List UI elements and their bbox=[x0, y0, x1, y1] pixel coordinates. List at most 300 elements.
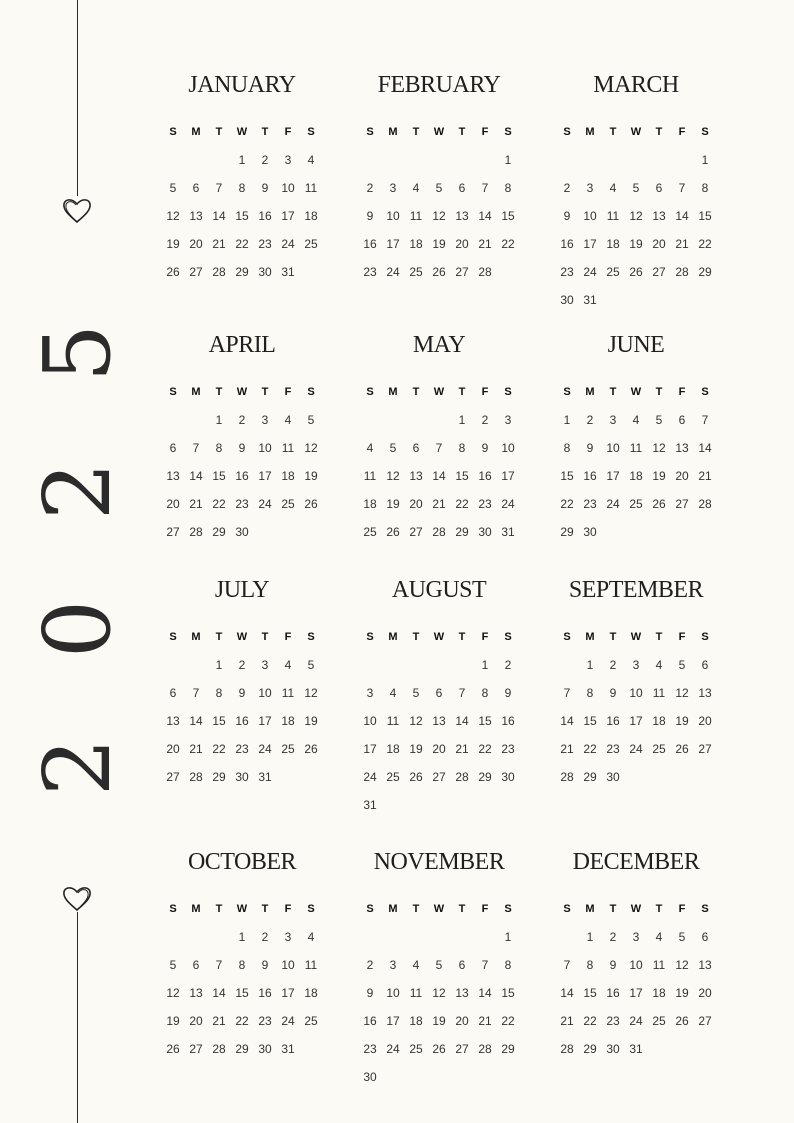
day-cell: 12 bbox=[166, 986, 180, 1000]
weekday-label: M bbox=[388, 386, 398, 398]
day-cell: 12 bbox=[432, 209, 446, 223]
day-cell: 27 bbox=[189, 265, 203, 279]
day-cell: 2 bbox=[481, 413, 489, 427]
day-cell: 16 bbox=[235, 469, 249, 483]
day-cell: 1 bbox=[586, 930, 594, 944]
day-cell: 25 bbox=[363, 525, 377, 539]
day-cell: 11 bbox=[652, 686, 666, 700]
day-cell: 29 bbox=[235, 1042, 249, 1056]
day-cell: 29 bbox=[478, 770, 492, 784]
day-cell: 17 bbox=[281, 209, 295, 223]
day-cell: 8 bbox=[458, 441, 466, 455]
day-cell: 11 bbox=[304, 181, 318, 195]
day-cell: 2 bbox=[563, 181, 571, 195]
day-cell: 17 bbox=[386, 237, 400, 251]
day-cell: 18 bbox=[304, 209, 318, 223]
day-cell: 18 bbox=[409, 237, 423, 251]
day-cell: 31 bbox=[281, 265, 295, 279]
weekday-label: S bbox=[701, 631, 709, 643]
weekday-label: F bbox=[284, 903, 292, 915]
day-cell: 9 bbox=[504, 686, 512, 700]
day-cell: 25 bbox=[281, 742, 295, 756]
day-cell: 25 bbox=[304, 1014, 318, 1028]
day-cell: 22 bbox=[501, 1014, 515, 1028]
day-cell: 5 bbox=[435, 181, 443, 195]
day-cell: 5 bbox=[412, 686, 420, 700]
day-cell: 3 bbox=[284, 930, 292, 944]
decorative-string-bottom bbox=[77, 912, 78, 1123]
day-cell: 10 bbox=[281, 181, 295, 195]
weekday-label: F bbox=[284, 631, 292, 643]
day-cell: 6 bbox=[458, 181, 466, 195]
day-cell: 19 bbox=[432, 1014, 446, 1028]
day-cell: 1 bbox=[238, 930, 246, 944]
month-name: MAY bbox=[412, 332, 466, 358]
weekday-label: S bbox=[504, 386, 512, 398]
day-cell: 21 bbox=[212, 1014, 226, 1028]
weekday-label: F bbox=[481, 903, 489, 915]
weekday-label: T bbox=[412, 903, 420, 915]
day-cell: 18 bbox=[652, 986, 666, 1000]
weekday-label: W bbox=[236, 126, 248, 138]
weekday-label: S bbox=[701, 903, 709, 915]
day-cell: 30 bbox=[606, 770, 620, 784]
day-cell: 23 bbox=[560, 265, 574, 279]
day-cell: 13 bbox=[652, 209, 666, 223]
day-cell: 7 bbox=[563, 686, 571, 700]
day-cell: 23 bbox=[606, 1014, 620, 1028]
weekday-label: T bbox=[655, 903, 663, 915]
day-cell: 28 bbox=[560, 770, 574, 784]
weekday-label: M bbox=[191, 903, 201, 915]
day-cell: 30 bbox=[560, 293, 574, 307]
month-name: NOVEMBER bbox=[373, 849, 505, 875]
month-name: JUNE bbox=[607, 332, 665, 358]
day-cell: 11 bbox=[409, 209, 423, 223]
day-cell: 12 bbox=[432, 986, 446, 1000]
weekday-label: M bbox=[191, 126, 201, 138]
month-name: FEBRUARY bbox=[377, 72, 501, 98]
day-cell: 10 bbox=[258, 686, 272, 700]
day-cell: 7 bbox=[701, 413, 709, 427]
day-cell: 18 bbox=[304, 986, 318, 1000]
day-cell: 20 bbox=[189, 237, 203, 251]
day-cell: 26 bbox=[166, 265, 180, 279]
day-cell: 22 bbox=[212, 742, 226, 756]
day-cell: 3 bbox=[609, 413, 617, 427]
day-cell: 18 bbox=[386, 742, 400, 756]
month-name: MARCH bbox=[593, 72, 679, 98]
day-cell: 6 bbox=[458, 958, 466, 972]
day-cell: 27 bbox=[432, 770, 446, 784]
weekday-label: M bbox=[191, 631, 201, 643]
day-cell: 12 bbox=[629, 209, 643, 223]
day-cell: 12 bbox=[652, 441, 666, 455]
day-cell: 28 bbox=[189, 525, 203, 539]
day-cell: 26 bbox=[166, 1042, 180, 1056]
day-cell: 28 bbox=[455, 770, 469, 784]
day-cell: 1 bbox=[586, 658, 594, 672]
day-cell: 13 bbox=[432, 714, 446, 728]
day-cell: 8 bbox=[586, 686, 594, 700]
decorative-string-top bbox=[77, 0, 78, 196]
weekday-label: T bbox=[609, 631, 617, 643]
day-cell: 16 bbox=[363, 1014, 377, 1028]
day-cell: 2 bbox=[261, 153, 269, 167]
day-cell: 11 bbox=[652, 958, 666, 972]
day-cell: 23 bbox=[235, 742, 249, 756]
day-cell: 23 bbox=[235, 497, 249, 511]
day-cell: 22 bbox=[235, 237, 249, 251]
day-cell: 8 bbox=[215, 686, 223, 700]
day-cell: 10 bbox=[258, 441, 272, 455]
weekday-label: T bbox=[655, 126, 663, 138]
day-cell: 6 bbox=[678, 413, 686, 427]
day-cell: 23 bbox=[363, 1042, 377, 1056]
day-cell: 30 bbox=[258, 1042, 272, 1056]
day-cell: 15 bbox=[501, 986, 515, 1000]
day-cell: 3 bbox=[261, 413, 269, 427]
day-cell: 21 bbox=[698, 469, 712, 483]
weekday-label: M bbox=[388, 903, 398, 915]
year-digit: 5 bbox=[24, 323, 131, 383]
day-cell: 7 bbox=[563, 958, 571, 972]
day-cell: 8 bbox=[701, 181, 709, 195]
year-digit: 0 bbox=[24, 599, 131, 659]
day-cell: 2 bbox=[609, 930, 617, 944]
day-cell: 12 bbox=[409, 714, 423, 728]
day-cell: 13 bbox=[698, 958, 712, 972]
day-cell: 31 bbox=[501, 525, 515, 539]
day-cell: 4 bbox=[412, 958, 420, 972]
day-cell: 11 bbox=[281, 441, 295, 455]
weekday-label: T bbox=[412, 126, 420, 138]
day-cell: 21 bbox=[560, 742, 574, 756]
weekday-label: S bbox=[169, 126, 177, 138]
day-cell: 9 bbox=[586, 441, 594, 455]
weekday-label: T bbox=[458, 386, 466, 398]
day-cell: 26 bbox=[304, 742, 318, 756]
weekday-label: T bbox=[261, 631, 269, 643]
weekday-label: S bbox=[563, 126, 571, 138]
day-cell: 26 bbox=[432, 1042, 446, 1056]
day-cell: 9 bbox=[261, 958, 269, 972]
day-cell: 27 bbox=[675, 497, 689, 511]
day-cell: 27 bbox=[698, 1014, 712, 1028]
weekday-label: T bbox=[655, 386, 663, 398]
day-cell: 7 bbox=[678, 181, 686, 195]
day-cell: 29 bbox=[698, 265, 712, 279]
day-cell: 30 bbox=[235, 525, 249, 539]
day-cell: 11 bbox=[409, 986, 423, 1000]
heart-icon bbox=[61, 882, 93, 914]
day-cell: 24 bbox=[281, 1014, 295, 1028]
day-cell: 21 bbox=[455, 742, 469, 756]
day-cell: 23 bbox=[501, 742, 515, 756]
day-cell: 2 bbox=[238, 413, 246, 427]
day-cell: 7 bbox=[215, 181, 223, 195]
day-cell: 18 bbox=[606, 237, 620, 251]
day-cell: 19 bbox=[432, 237, 446, 251]
day-cell: 9 bbox=[238, 686, 246, 700]
day-cell: 5 bbox=[632, 181, 640, 195]
month-name: DECEMBER bbox=[572, 849, 700, 875]
day-cell: 20 bbox=[166, 742, 180, 756]
day-cell: 7 bbox=[435, 441, 443, 455]
year-title bbox=[24, 315, 131, 805]
day-cell: 22 bbox=[560, 497, 574, 511]
day-cell: 27 bbox=[698, 742, 712, 756]
day-cell: 15 bbox=[583, 714, 597, 728]
day-cell: 13 bbox=[698, 686, 712, 700]
day-cell: 7 bbox=[481, 181, 489, 195]
day-cell: 4 bbox=[412, 181, 420, 195]
day-cell: 13 bbox=[166, 469, 180, 483]
day-cell: 28 bbox=[432, 525, 446, 539]
day-cell: 23 bbox=[583, 497, 597, 511]
weekday-label: T bbox=[215, 126, 223, 138]
day-cell: 31 bbox=[281, 1042, 295, 1056]
day-cell: 13 bbox=[166, 714, 180, 728]
day-cell: 2 bbox=[609, 658, 617, 672]
day-cell: 23 bbox=[478, 497, 492, 511]
day-cell: 21 bbox=[189, 742, 203, 756]
weekday-label: F bbox=[284, 386, 292, 398]
weekday-label: T bbox=[655, 631, 663, 643]
day-cell: 4 bbox=[366, 441, 374, 455]
day-cell: 19 bbox=[386, 497, 400, 511]
day-cell: 9 bbox=[261, 181, 269, 195]
day-cell: 10 bbox=[501, 441, 515, 455]
weekday-label: M bbox=[388, 126, 398, 138]
day-cell: 14 bbox=[189, 469, 203, 483]
day-cell: 18 bbox=[629, 469, 643, 483]
day-cell: 29 bbox=[583, 1042, 597, 1056]
day-cell: 20 bbox=[166, 497, 180, 511]
day-cell: 6 bbox=[169, 441, 177, 455]
heart-icon bbox=[61, 194, 93, 226]
day-cell: 8 bbox=[504, 181, 512, 195]
day-cell: 20 bbox=[675, 469, 689, 483]
weekday-label: W bbox=[433, 631, 445, 643]
weekday-label: S bbox=[701, 386, 709, 398]
day-cell: 3 bbox=[261, 658, 269, 672]
day-cell: 21 bbox=[478, 1014, 492, 1028]
day-cell: 10 bbox=[629, 686, 643, 700]
weekday-label: M bbox=[388, 631, 398, 643]
day-cell: 1 bbox=[504, 153, 512, 167]
day-cell: 22 bbox=[698, 237, 712, 251]
day-cell: 4 bbox=[389, 686, 397, 700]
day-cell: 17 bbox=[629, 714, 643, 728]
day-cell: 3 bbox=[284, 153, 292, 167]
day-cell: 3 bbox=[586, 181, 594, 195]
day-cell: 10 bbox=[386, 209, 400, 223]
day-cell: 7 bbox=[192, 686, 200, 700]
day-cell: 13 bbox=[455, 209, 469, 223]
day-cell: 24 bbox=[281, 237, 295, 251]
day-cell: 10 bbox=[606, 441, 620, 455]
day-cell: 9 bbox=[609, 686, 617, 700]
day-cell: 17 bbox=[629, 986, 643, 1000]
day-cell: 27 bbox=[455, 1042, 469, 1056]
weekday-label: T bbox=[458, 126, 466, 138]
day-cell: 19 bbox=[304, 469, 318, 483]
day-cell: 24 bbox=[583, 265, 597, 279]
weekday-label: S bbox=[307, 631, 315, 643]
year-digit: 2 bbox=[24, 737, 131, 797]
day-cell: 9 bbox=[609, 958, 617, 972]
day-cell: 1 bbox=[215, 658, 223, 672]
weekday-label: M bbox=[191, 386, 201, 398]
weekday-label: T bbox=[261, 126, 269, 138]
weekday-label: F bbox=[481, 126, 489, 138]
month-name: SEPTEMBER bbox=[568, 577, 704, 603]
day-cell: 11 bbox=[363, 469, 377, 483]
day-cell: 20 bbox=[189, 1014, 203, 1028]
day-cell: 11 bbox=[386, 714, 400, 728]
weekday-label: F bbox=[678, 903, 686, 915]
day-cell: 24 bbox=[386, 1042, 400, 1056]
day-cell: 17 bbox=[258, 714, 272, 728]
day-cell: 20 bbox=[698, 714, 712, 728]
day-cell: 16 bbox=[478, 469, 492, 483]
day-cell: 6 bbox=[655, 181, 663, 195]
day-cell: 9 bbox=[366, 986, 374, 1000]
day-cell: 5 bbox=[389, 441, 397, 455]
weekday-label: S bbox=[504, 903, 512, 915]
weekday-label: F bbox=[678, 126, 686, 138]
day-cell: 15 bbox=[583, 986, 597, 1000]
day-cell: 3 bbox=[389, 958, 397, 972]
day-cell: 19 bbox=[629, 237, 643, 251]
weekday-label: W bbox=[433, 126, 445, 138]
day-cell: 12 bbox=[304, 686, 318, 700]
day-cell: 12 bbox=[675, 686, 689, 700]
day-cell: 8 bbox=[481, 686, 489, 700]
weekday-label: S bbox=[169, 386, 177, 398]
weekday-label: T bbox=[412, 386, 420, 398]
day-cell: 24 bbox=[606, 497, 620, 511]
day-cell: 2 bbox=[366, 181, 374, 195]
day-cell: 7 bbox=[458, 686, 466, 700]
day-cell: 28 bbox=[478, 1042, 492, 1056]
day-cell: 3 bbox=[632, 658, 640, 672]
day-cell: 6 bbox=[701, 658, 709, 672]
day-cell: 18 bbox=[363, 497, 377, 511]
day-cell: 26 bbox=[409, 770, 423, 784]
weekday-label: M bbox=[585, 126, 595, 138]
day-cell: 30 bbox=[478, 525, 492, 539]
day-cell: 12 bbox=[304, 441, 318, 455]
day-cell: 11 bbox=[606, 209, 620, 223]
day-cell: 13 bbox=[409, 469, 423, 483]
day-cell: 27 bbox=[166, 525, 180, 539]
day-cell: 25 bbox=[304, 237, 318, 251]
day-cell: 22 bbox=[235, 1014, 249, 1028]
weekday-label: F bbox=[481, 386, 489, 398]
weekday-label: F bbox=[284, 126, 292, 138]
day-cell: 10 bbox=[629, 958, 643, 972]
day-cell: 30 bbox=[606, 1042, 620, 1056]
day-cell: 17 bbox=[606, 469, 620, 483]
day-cell: 26 bbox=[304, 497, 318, 511]
day-cell: 5 bbox=[307, 658, 315, 672]
day-cell: 1 bbox=[701, 153, 709, 167]
day-cell: 27 bbox=[189, 1042, 203, 1056]
day-cell: 15 bbox=[235, 986, 249, 1000]
weekday-label: S bbox=[307, 903, 315, 915]
weekday-label: T bbox=[215, 386, 223, 398]
day-cell: 17 bbox=[281, 986, 295, 1000]
day-cell: 8 bbox=[238, 958, 246, 972]
day-cell: 12 bbox=[386, 469, 400, 483]
day-cell: 11 bbox=[629, 441, 643, 455]
day-cell: 8 bbox=[504, 958, 512, 972]
day-cell: 29 bbox=[235, 265, 249, 279]
day-cell: 2 bbox=[586, 413, 594, 427]
day-cell: 24 bbox=[629, 1014, 643, 1028]
day-cell: 16 bbox=[258, 209, 272, 223]
day-cell: 22 bbox=[455, 497, 469, 511]
day-cell: 11 bbox=[281, 686, 295, 700]
day-cell: 18 bbox=[652, 714, 666, 728]
day-cell: 14 bbox=[675, 209, 689, 223]
day-cell: 19 bbox=[166, 237, 180, 251]
day-cell: 13 bbox=[675, 441, 689, 455]
day-cell: 28 bbox=[560, 1042, 574, 1056]
day-cell: 25 bbox=[652, 742, 666, 756]
day-cell: 16 bbox=[560, 237, 574, 251]
day-cell: 29 bbox=[212, 525, 226, 539]
weekday-label: W bbox=[433, 903, 445, 915]
day-cell: 4 bbox=[307, 930, 315, 944]
day-cell: 4 bbox=[632, 413, 640, 427]
weekday-label: M bbox=[585, 903, 595, 915]
day-cell: 14 bbox=[560, 986, 574, 1000]
day-cell: 15 bbox=[478, 714, 492, 728]
day-cell: 24 bbox=[363, 770, 377, 784]
day-cell: 15 bbox=[212, 714, 226, 728]
day-cell: 9 bbox=[563, 209, 571, 223]
weekday-label: S bbox=[307, 126, 315, 138]
weekday-label: W bbox=[630, 903, 642, 915]
day-cell: 29 bbox=[455, 525, 469, 539]
weekday-label: T bbox=[215, 903, 223, 915]
day-cell: 24 bbox=[258, 742, 272, 756]
day-cell: 14 bbox=[478, 986, 492, 1000]
weekday-label: S bbox=[563, 386, 571, 398]
weekday-label: S bbox=[701, 126, 709, 138]
weekday-label: T bbox=[412, 631, 420, 643]
day-cell: 31 bbox=[258, 770, 272, 784]
day-cell: 2 bbox=[238, 658, 246, 672]
weekday-label: W bbox=[236, 903, 248, 915]
day-cell: 9 bbox=[481, 441, 489, 455]
day-cell: 1 bbox=[504, 930, 512, 944]
weekday-label: S bbox=[504, 126, 512, 138]
day-cell: 15 bbox=[212, 469, 226, 483]
day-cell: 17 bbox=[386, 1014, 400, 1028]
day-cell: 25 bbox=[652, 1014, 666, 1028]
weekday-label: W bbox=[630, 386, 642, 398]
weekday-label: F bbox=[678, 386, 686, 398]
day-cell: 20 bbox=[455, 237, 469, 251]
day-cell: 28 bbox=[478, 265, 492, 279]
day-cell: 20 bbox=[652, 237, 666, 251]
day-cell: 5 bbox=[435, 958, 443, 972]
day-cell: 17 bbox=[363, 742, 377, 756]
